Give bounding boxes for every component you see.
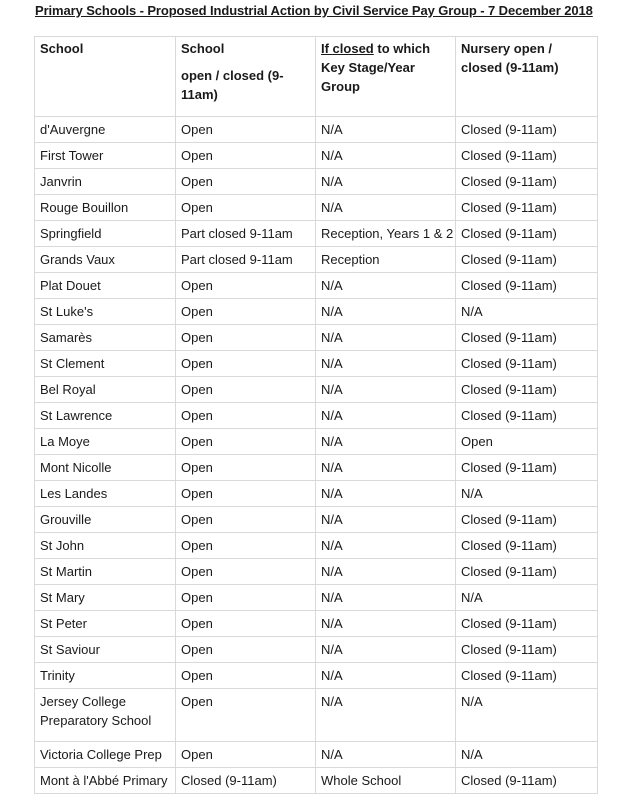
keystage-cell: Whole School xyxy=(316,768,456,794)
keystage-cell: N/A xyxy=(316,611,456,637)
school-name-cell: Springfield xyxy=(35,221,176,247)
header-nursery-label: Nursery open / closed (9-11am) xyxy=(461,41,559,75)
nursery-cell: Closed (9-11am) xyxy=(456,663,598,689)
table-row xyxy=(35,585,598,611)
keystage-cell: N/A xyxy=(316,455,456,481)
nursery-cell: Closed (9-11am) xyxy=(456,455,598,481)
table-row xyxy=(35,325,598,351)
nursery-cell: Closed (9-11am) xyxy=(456,195,598,221)
table-row xyxy=(35,377,598,403)
school-status-cell: Open xyxy=(176,403,316,429)
nursery-cell: Closed (9-11am) xyxy=(456,637,598,663)
nursery-cell: Closed (9-11am) xyxy=(456,325,598,351)
keystage-cell: N/A xyxy=(316,637,456,663)
table-row xyxy=(35,533,598,559)
school-status-cell: Part closed 9-11am xyxy=(176,221,316,247)
nursery-cell: N/A xyxy=(456,299,598,325)
table-row xyxy=(35,117,598,143)
school-name-cell: Samarès xyxy=(35,325,176,351)
keystage-cell: N/A xyxy=(316,689,456,742)
keystage-cell: N/A xyxy=(316,299,456,325)
table-row xyxy=(35,611,598,637)
schools-table xyxy=(34,36,598,794)
keystage-cell: N/A xyxy=(316,663,456,689)
keystage-cell: N/A xyxy=(316,351,456,377)
keystage-cell: N/A xyxy=(316,429,456,455)
school-name-cell: Bel Royal xyxy=(35,377,176,403)
keystage-cell: Reception, Years 1 & 2 xyxy=(316,221,456,247)
table-row xyxy=(35,559,598,585)
page-title: Primary Schools - Proposed Industrial Action by Civil Service Pay Group - 7 December 2018 xyxy=(35,3,593,18)
nursery-cell: Closed (9-11am) xyxy=(456,559,598,585)
nursery-cell: N/A xyxy=(456,481,598,507)
header-keystage-underlined: If closed xyxy=(321,41,374,56)
school-name-cell: St Mary xyxy=(35,585,176,611)
school-status-cell: Open xyxy=(176,169,316,195)
nursery-cell: Closed (9-11am) xyxy=(456,117,598,143)
school-name-cell: d'Auvergne xyxy=(35,117,176,143)
table-row xyxy=(35,143,598,169)
school-name-cell: Janvrin xyxy=(35,169,176,195)
table-row xyxy=(35,299,598,325)
header-status-line2: open / closed (9-11am) xyxy=(181,68,284,102)
nursery-cell: Closed (9-11am) xyxy=(456,403,598,429)
school-name-cell: Trinity xyxy=(35,663,176,689)
nursery-cell: Closed (9-11am) xyxy=(456,507,598,533)
keystage-cell: N/A xyxy=(316,403,456,429)
table-row xyxy=(35,403,598,429)
keystage-cell: N/A xyxy=(316,273,456,299)
nursery-cell: Closed (9-11am) xyxy=(456,273,598,299)
school-name-cell: Grands Vaux xyxy=(35,247,176,273)
keystage-cell: N/A xyxy=(316,195,456,221)
nursery-cell: Closed (9-11am) xyxy=(456,221,598,247)
school-name-cell: Les Landes xyxy=(35,481,176,507)
school-status-cell: Open xyxy=(176,429,316,455)
school-status-cell: Open xyxy=(176,117,316,143)
keystage-cell: N/A xyxy=(316,377,456,403)
school-status-cell: Open xyxy=(176,689,316,742)
school-status-cell: Open xyxy=(176,559,316,585)
table-row xyxy=(35,481,598,507)
keystage-cell: N/A xyxy=(316,117,456,143)
keystage-cell: N/A xyxy=(316,169,456,195)
school-status-cell: Open xyxy=(176,611,316,637)
school-name-cell: La Moye xyxy=(35,429,176,455)
school-status-cell: Open xyxy=(176,195,316,221)
school-status-cell: Open xyxy=(176,507,316,533)
school-name-cell: St Luke's xyxy=(35,299,176,325)
nursery-cell: Closed (9-11am) xyxy=(456,351,598,377)
table-row xyxy=(35,689,598,742)
keystage-cell: N/A xyxy=(316,533,456,559)
table-row xyxy=(35,507,598,533)
table-row xyxy=(35,273,598,299)
table-row xyxy=(35,742,598,768)
school-status-cell: Open xyxy=(176,273,316,299)
nursery-cell: Closed (9-11am) xyxy=(456,143,598,169)
table-row xyxy=(35,429,598,455)
school-status-cell: Open xyxy=(176,325,316,351)
nursery-cell: Closed (9-11am) xyxy=(456,169,598,195)
school-status-cell: Open xyxy=(176,143,316,169)
school-status-cell: Open xyxy=(176,377,316,403)
keystage-cell: N/A xyxy=(316,585,456,611)
keystage-cell: Reception xyxy=(316,247,456,273)
school-name-cell: Mont à l'Abbé Primary xyxy=(35,768,176,794)
school-name-cell: Jersey College Preparatory School xyxy=(35,689,176,742)
school-name-cell: Victoria College Prep xyxy=(35,742,176,768)
table-row xyxy=(35,221,598,247)
school-status-cell: Part closed 9-11am xyxy=(176,247,316,273)
school-status-cell: Open xyxy=(176,455,316,481)
table-header-row xyxy=(35,37,598,117)
nursery-cell: N/A xyxy=(456,742,598,768)
school-name-cell: St John xyxy=(35,533,176,559)
table-row xyxy=(35,169,598,195)
nursery-cell: Closed (9-11am) xyxy=(456,768,598,794)
header-keystage xyxy=(316,37,456,117)
school-status-cell: Open xyxy=(176,533,316,559)
table-row xyxy=(35,247,598,273)
header-school xyxy=(35,37,176,117)
header-school-label: School xyxy=(40,41,84,56)
school-name-cell: St Lawrence xyxy=(35,403,176,429)
school-name-cell: Grouville xyxy=(35,507,176,533)
nursery-cell: Closed (9-11am) xyxy=(456,611,598,637)
keystage-cell: N/A xyxy=(316,481,456,507)
keystage-cell: N/A xyxy=(316,507,456,533)
school-name-cell: Rouge Bouillon xyxy=(35,195,176,221)
nursery-cell: Closed (9-11am) xyxy=(456,533,598,559)
table-row xyxy=(35,637,598,663)
school-name-cell: St Martin xyxy=(35,559,176,585)
table-row xyxy=(35,195,598,221)
school-name-cell: First Tower xyxy=(35,143,176,169)
keystage-cell: N/A xyxy=(316,742,456,768)
header-nursery xyxy=(456,37,598,117)
school-status-cell: Open xyxy=(176,663,316,689)
school-status-cell: Open xyxy=(176,481,316,507)
keystage-cell: N/A xyxy=(316,143,456,169)
school-status-cell: Open xyxy=(176,637,316,663)
school-status-cell: Open xyxy=(176,742,316,768)
nursery-cell: N/A xyxy=(456,585,598,611)
nursery-cell: Closed (9-11am) xyxy=(456,247,598,273)
header-status-line1: School xyxy=(181,41,225,56)
table-row xyxy=(35,351,598,377)
nursery-cell: N/A xyxy=(456,689,598,742)
school-status-cell: Open xyxy=(176,585,316,611)
school-name-cell: Plat Douet xyxy=(35,273,176,299)
table-row xyxy=(35,663,598,689)
header-status xyxy=(176,37,316,117)
school-name-cell: St Saviour xyxy=(35,637,176,663)
nursery-cell: Open xyxy=(456,429,598,455)
school-name-cell: Mont Nicolle xyxy=(35,455,176,481)
table-body xyxy=(35,117,598,794)
school-name-cell: St Clement xyxy=(35,351,176,377)
school-status-cell: Open xyxy=(176,299,316,325)
keystage-cell: N/A xyxy=(316,325,456,351)
header-keystage-rest: to which Key Stage/Year Group xyxy=(321,41,431,94)
school-status-cell: Closed (9-11am) xyxy=(176,768,316,794)
keystage-cell: N/A xyxy=(316,559,456,585)
school-name-cell: St Peter xyxy=(35,611,176,637)
table-row xyxy=(35,455,598,481)
nursery-cell: Closed (9-11am) xyxy=(456,377,598,403)
school-status-cell: Open xyxy=(176,351,316,377)
